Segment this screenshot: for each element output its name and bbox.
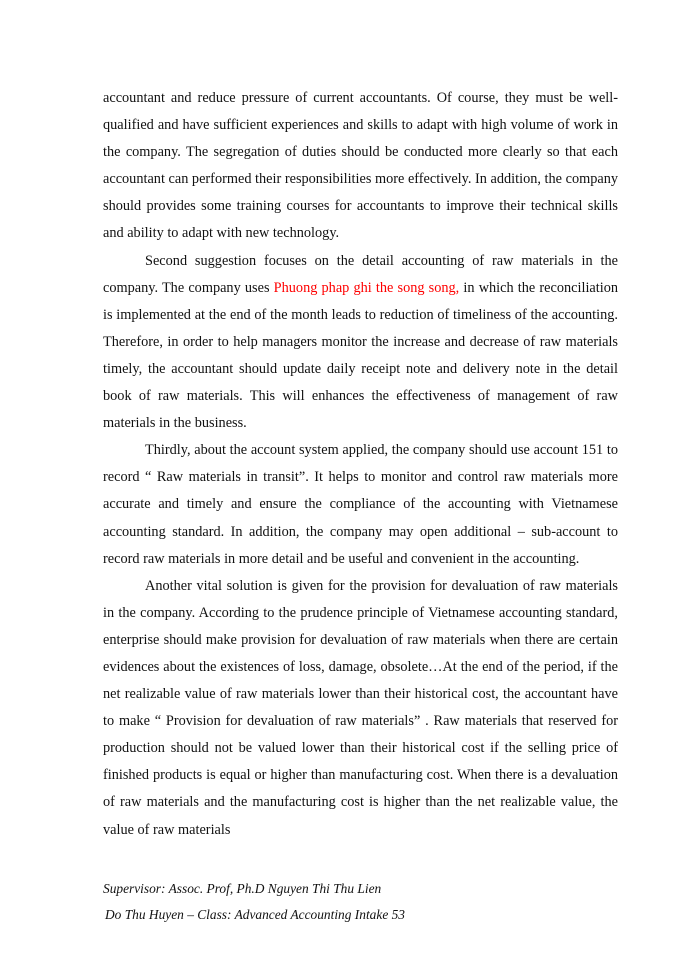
paragraph-detail-accounting-start: Second suggestion focuses on the detail accounting of raw materials in the company. The company uses: [103, 252, 618, 296]
paragraph-detail-accounting-end: in which the reconciliation is implemented at the end of the month leads to reduction of timeliness of the accounting. Therefore, in order to help managers monitor the increase and decrease of raw materials timely, the accountant should update daily receipt note and delivery note in the detail book of raw materials. This will enhances the effectiveness of management of raw materials in the business.: [103, 279, 619, 432]
paragraph-account-system: Thirdly, about the account system applied, the company should use account 151 to record “ Raw materials in transit”. It helps to monitor and control raw materials more accurate and timely and ensure the compliance of the accounting with Vietnamese accounting standard. In addition, the company may open additional – sub-account to record raw materials in more detail and be useful and convenient in the accounting.: [103, 442, 618, 567]
paragraph-staffing: accountant and reduce pressure of current accountants. Of course, they must be well-qualified and have sufficient experiences and skills to adapt with high volume of work in the company. The segregation of duties should be conducted more clearly so that each accountant can performed their responsibilities more effectively. In addition, the company should provides some training courses for accountants to improve their technical skills and ability to adapt with new technology.: [103, 90, 618, 242]
document-body: [103, 85, 618, 844]
footer-student: Do Thu Huyen – Class: Advanced Accounting Intake 53: [105, 907, 405, 922]
highlighted-method-name: Phuong phap ghi the song song,: [273, 279, 460, 296]
paragraph-provision-devaluation: Another vital solution is given for the provision for devaluation of raw materials in the company. According to the prudence principle of Vietnamese accounting standard, enterprise should make provision for devaluation of raw materials when there are certain evidences about the existences of loss, damage, obsolete…At the end of the period, if the net realizable value of raw materials lower than their historical cost, the accountant have to make “ Provision for devaluation of raw materials” . Raw materials that reserved for production should not be valued lower than their historical cost if the selling price of finished products is equal or higher than manufacturing cost. When there is a devaluation of raw materials and the manufacturing cost is higher than the net realizable value, the value of raw materials: [103, 577, 618, 838]
page-footer: [103, 876, 623, 928]
footer-supervisor: Supervisor: Assoc. Prof, Ph.D Nguyen Thi Thu Lien: [103, 881, 382, 896]
paragraph-detail-accounting: [103, 248, 618, 438]
